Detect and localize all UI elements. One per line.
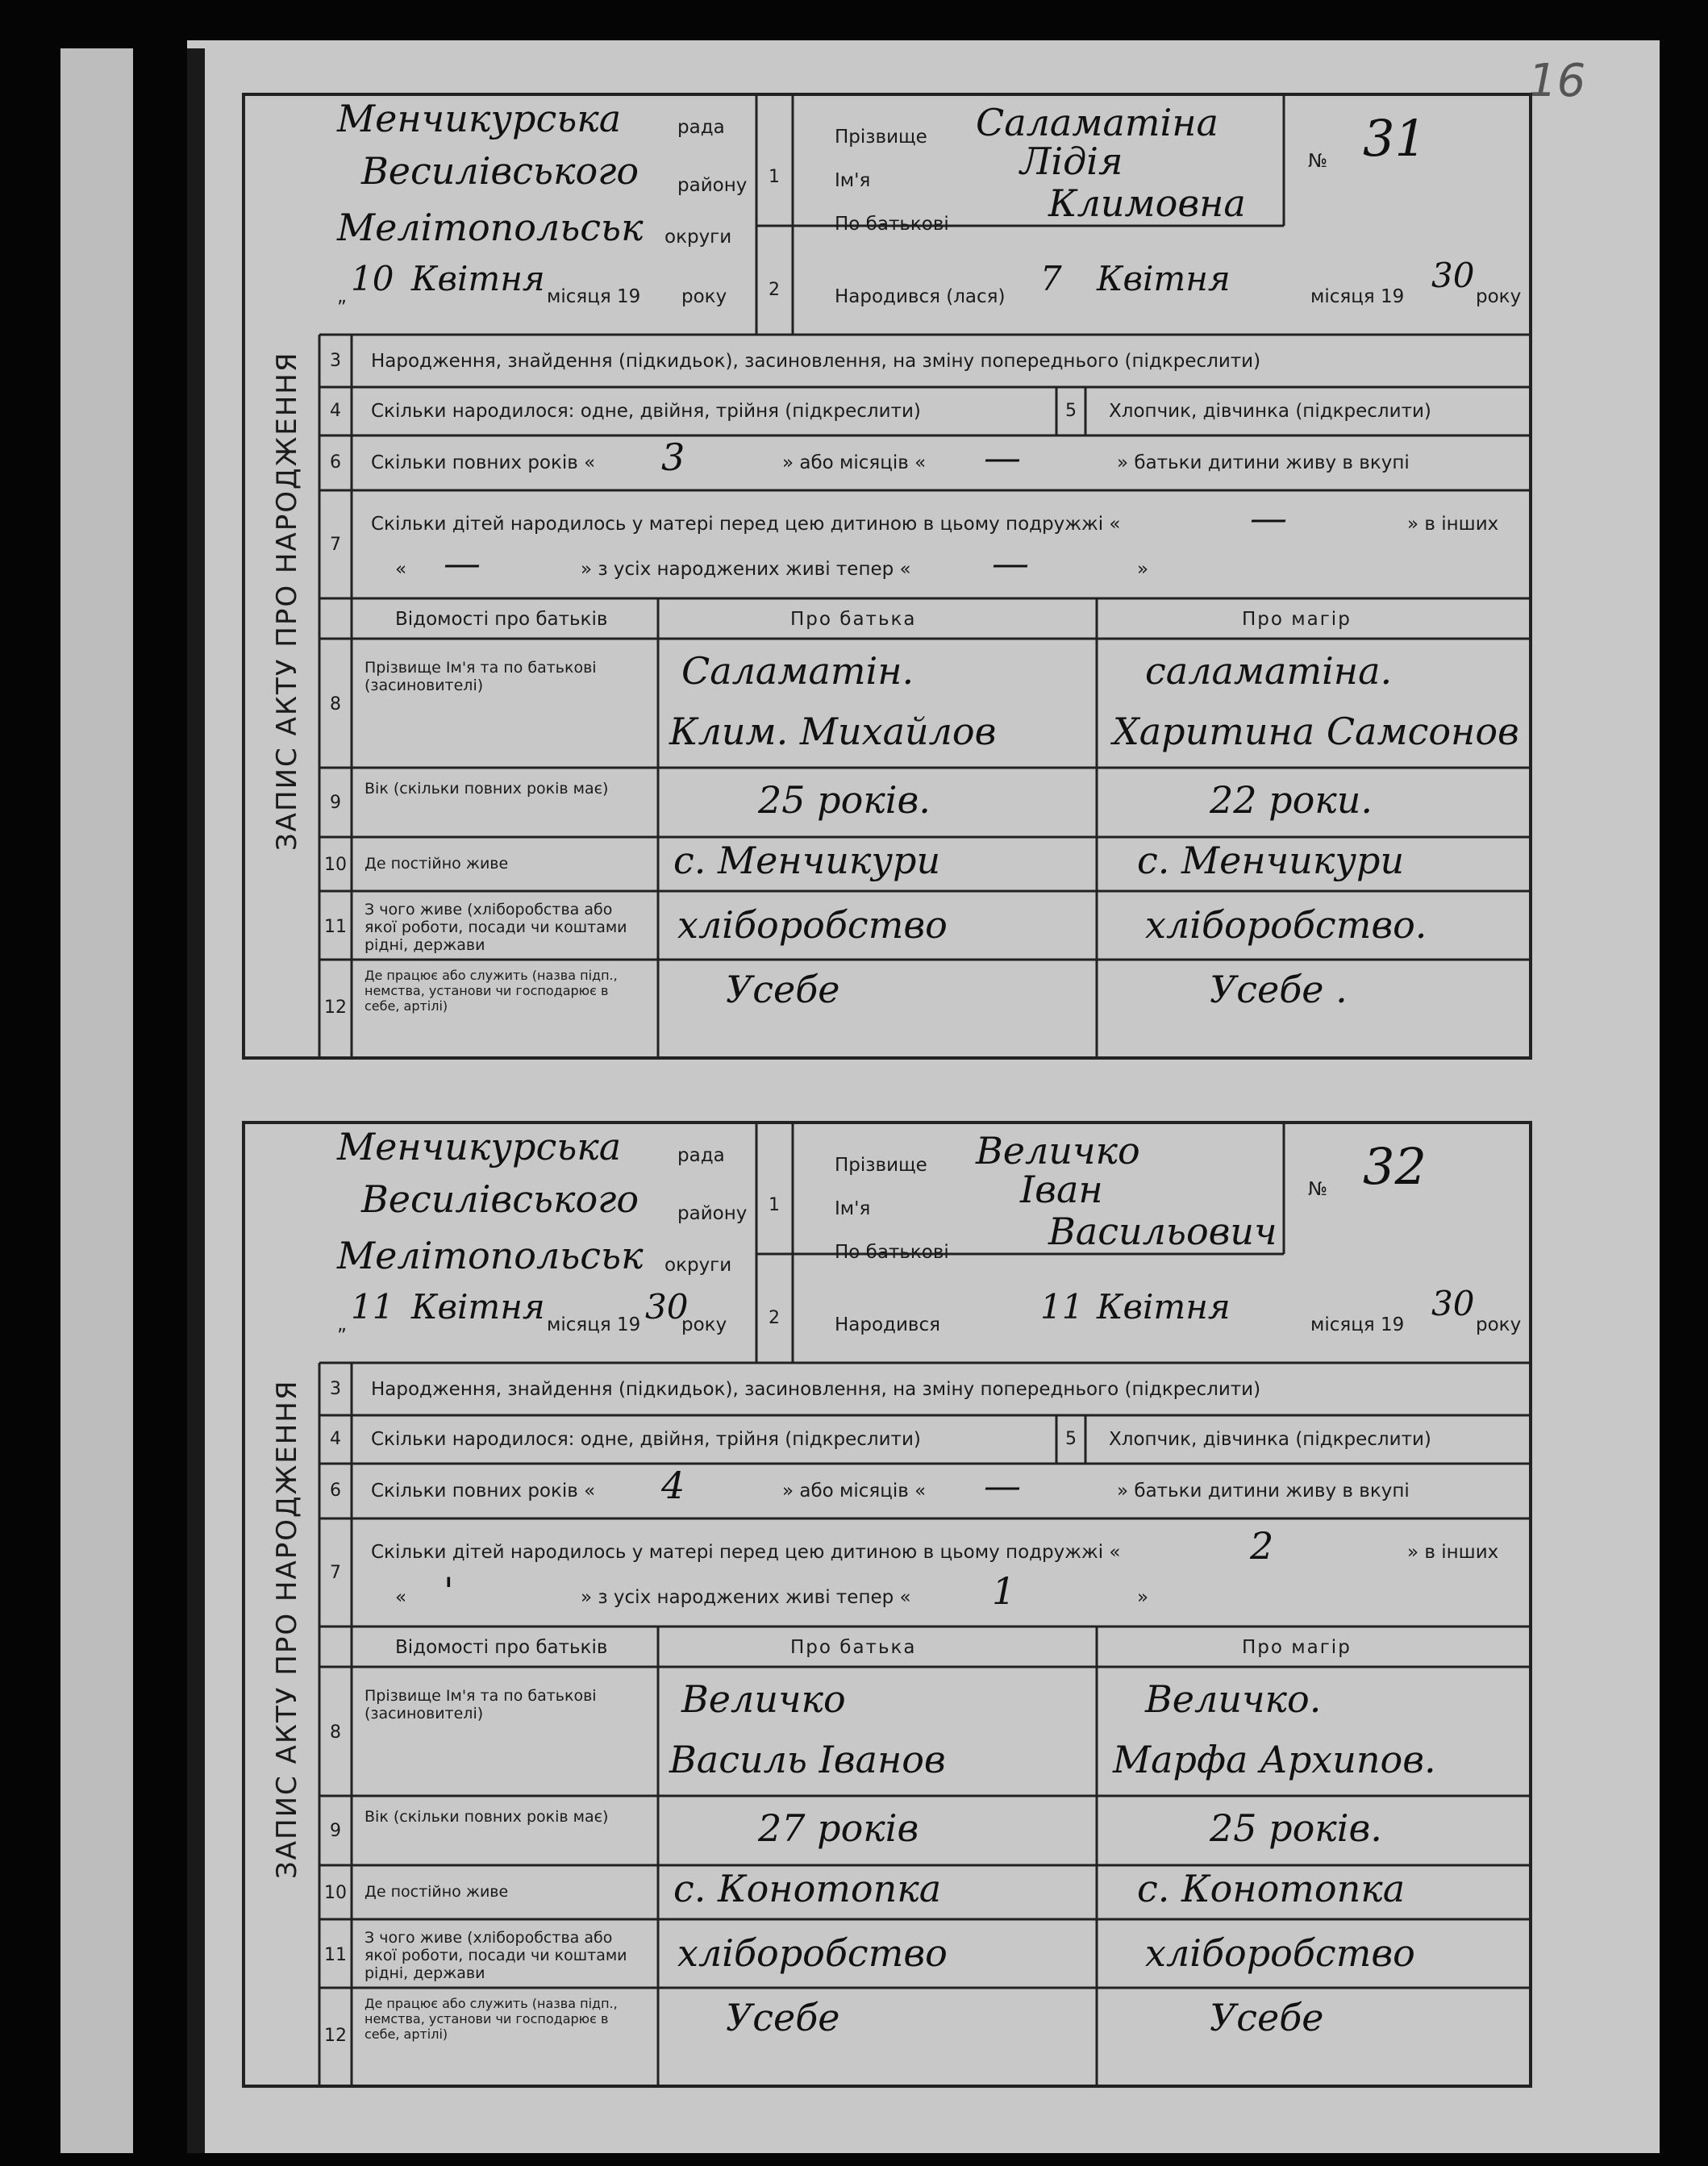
rayon-label: району [677, 175, 748, 196]
r11-label: З чого живе (хліборобства або якої роботи, посади чи коштами рідні, держави [365, 1929, 627, 1982]
r10-label: Де постійно живе [365, 1883, 509, 1901]
child-surname: Саламатіна [976, 101, 1219, 144]
row-number-8: 8 [330, 1722, 341, 1743]
r9-label: Вік (скільки повних років має) [365, 1808, 609, 1826]
name-label: Ім'я [835, 170, 871, 191]
born-month: Квітня [1097, 1287, 1231, 1327]
born-month: Квітня [1097, 259, 1231, 298]
born-day: 11 [1040, 1287, 1084, 1327]
mother-surname: саламатіна. [1145, 649, 1393, 693]
row5-text: Хлопчик, дівчинка (підкреслити) [1109, 401, 1431, 422]
father-living: хліборобство [677, 903, 948, 947]
previous-page-edge [60, 48, 133, 2153]
okruha-label: округи [664, 1255, 732, 1276]
row7-label-c: « [395, 1587, 407, 1608]
born-day: 7 [1040, 259, 1062, 298]
side-title: ЗАПИС АКТУ ПРО НАРОДЖЕННЯ [271, 1379, 303, 1879]
date-month-label: місяця 19 [547, 286, 641, 307]
record-number: 31 [1363, 109, 1427, 168]
father-surname: Величко [681, 1677, 846, 1721]
born-year: 30 [1431, 256, 1475, 295]
row-number-1: 1 [769, 167, 780, 187]
birth-record-31 [242, 93, 1532, 1060]
mother-residence: с. Конотопка [1137, 1867, 1406, 1910]
father-header: Про батька [790, 609, 917, 630]
birth-record-32 [242, 1121, 1532, 2089]
row7-label-b: » в інших [1407, 1542, 1499, 1563]
father-residence: с. Менчикури [673, 839, 941, 882]
date-day-open: „ [337, 1314, 347, 1335]
row-number-11: 11 [324, 917, 347, 937]
row6-label-c: » батьки дитини живу в вкупі [1117, 452, 1410, 473]
rada-value: Менчикурська [337, 1125, 622, 1168]
row-number-7: 7 [330, 1563, 341, 1583]
date-month-label: місяця 19 [547, 1314, 641, 1335]
row7-label-a: Скільки дітей народилось у матері перед цею дитиною в цьому подружжі « [371, 514, 1121, 535]
mother-header: Про магір [1242, 609, 1352, 630]
name-label: Ім'я [835, 1198, 871, 1219]
rayon-value: Весилівського [361, 149, 639, 193]
row-number-5: 5 [1065, 401, 1077, 421]
row7-label-a: Скільки дітей народилось у матері перед цею дитиною в цьому подружжі « [371, 1542, 1121, 1563]
row7-alive-children: — [992, 541, 1029, 585]
patronymic-label: По батькові [835, 1242, 949, 1263]
row7-alive-children: 1 [992, 1569, 1016, 1613]
mother-header: Про магір [1242, 1637, 1352, 1658]
mother-surname: Величко. [1145, 1677, 1322, 1721]
r8-label: Прізвище Ім'я та по батькові (засиновителі) [365, 1687, 597, 1722]
row-number-8: 8 [330, 694, 341, 714]
row-number-4: 4 [330, 1429, 341, 1449]
row6-label-a: Скільки повних років « [371, 452, 596, 473]
row-number-10: 10 [324, 855, 347, 875]
record-number: 32 [1363, 1137, 1427, 1196]
mother-name: Марфа Архипов. [1113, 1738, 1436, 1781]
mother-name: Харитина Самсонов [1113, 710, 1519, 753]
row-number-1: 1 [769, 1195, 780, 1215]
row3-text: Народження, знайдення (підкидьок), засиновлення, на зміну попереднього (підкреслити) [371, 1379, 1261, 1400]
row-number-9: 9 [330, 1821, 341, 1841]
mother-age: 25 років. [1210, 1806, 1382, 1850]
number-label: № [1308, 1179, 1327, 1200]
born-label: Народився (лася) [835, 286, 1006, 307]
row-number-6: 6 [330, 452, 341, 473]
row7-label-d: » з усіх народжених живі тепер « [581, 1587, 911, 1608]
row-number-10: 10 [324, 1883, 347, 1903]
row6-label-b: » або місяців « [782, 452, 927, 473]
born-label: Народився [835, 1314, 940, 1335]
father-age: 25 років. [758, 778, 931, 822]
born-month-label: місяця 19 [1310, 1314, 1405, 1335]
row-number-6: 6 [330, 1481, 341, 1501]
row6-label-a: Скільки повних років « [371, 1481, 596, 1502]
row4-text: Скільки народилося: одне, двійня, трійня (підкреслити) [371, 1429, 921, 1450]
father-name: Клим. Михайлов [669, 710, 997, 753]
father-age: 27 років [758, 1806, 919, 1850]
date-month: Квітня [411, 259, 545, 298]
father-header: Про батька [790, 1637, 917, 1658]
r10-label: Де постійно живе [365, 855, 509, 873]
father-work: Усебе [726, 1996, 840, 2039]
r8-label: Прізвище Ім'я та по батькові (засиновителі) [365, 659, 597, 694]
row6-years: 4 [661, 1464, 685, 1507]
born-year: 30 [1431, 1284, 1475, 1323]
mother-age: 22 роки. [1210, 778, 1373, 822]
child-name: Іван [1020, 1168, 1103, 1211]
row7-prev-children: 2 [1250, 1524, 1274, 1568]
row7-label-e: » [1137, 559, 1149, 580]
row7-label-e: » [1137, 1587, 1149, 1608]
row3-text: Народження, знайдення (підкидьок), засиновлення, на зміну попереднього (підкреслити) [371, 351, 1261, 372]
row6-months: — [984, 1464, 1021, 1507]
father-name: Василь Іванов [669, 1738, 946, 1781]
date-year-label: року [681, 1314, 727, 1335]
r12-label: Де працює або служить (назва підп., немства, установи чи господарює в себе, артілі) [365, 1996, 618, 2042]
parents-header: Відомості про батьків [395, 609, 608, 630]
row-number-3: 3 [330, 1379, 341, 1399]
row-number-2: 2 [769, 280, 780, 300]
mother-living: хліборобство [1145, 1931, 1415, 1975]
okruha-label: округи [664, 227, 732, 248]
row6-months: — [984, 435, 1021, 479]
row-number-5: 5 [1065, 1429, 1077, 1449]
binding-edge [187, 48, 205, 2153]
r9-label: Вік (скільки повних років має) [365, 780, 609, 798]
row7-label-d: » з усіх народжених живі тепер « [581, 559, 911, 580]
surname-label: Прізвище [835, 1155, 927, 1176]
row4-text: Скільки народилося: одне, двійня, трійня (підкреслити) [371, 401, 921, 422]
row7-other-children: ' [444, 1569, 454, 1613]
child-patronymic: Васильович [1048, 1210, 1277, 1253]
date-year: 30 [645, 1287, 689, 1327]
child-name: Лідія [1020, 140, 1123, 183]
row-number-12: 12 [324, 998, 347, 1018]
date-month: Квітня [411, 1287, 545, 1327]
mother-work: Усебе . [1210, 968, 1348, 1011]
surname-label: Прізвище [835, 127, 927, 148]
page-number: 16 [1528, 55, 1586, 107]
father-surname: Саламатін. [681, 649, 914, 693]
okruha-value: Мелітопольськ [337, 206, 644, 249]
father-residence: с. Конотопка [673, 1867, 942, 1910]
row7-prev-children: — [1250, 496, 1287, 539]
row-number-12: 12 [324, 2026, 347, 2046]
mother-living: хліборобство. [1145, 903, 1427, 947]
date-year-label: року [681, 286, 727, 307]
row6-label-c: » батьки дитини живу в вкупі [1117, 1481, 1410, 1502]
row-number-9: 9 [330, 793, 341, 813]
date-day-open: „ [337, 286, 347, 307]
born-month-label: місяця 19 [1310, 286, 1405, 307]
father-work: Усебе [726, 968, 840, 1011]
row7-label-c: « [395, 559, 407, 580]
rada-label: рада [677, 1145, 725, 1166]
row6-label-b: » або місяців « [782, 1481, 927, 1502]
row6-years: 3 [661, 435, 685, 479]
row-number-7: 7 [330, 535, 341, 555]
parents-header: Відомості про батьків [395, 1637, 608, 1658]
row7-label-b: » в інших [1407, 514, 1499, 535]
okruha-value: Мелітопольськ [337, 1234, 644, 1277]
date-day: 11 [351, 1287, 394, 1327]
row-number-4: 4 [330, 401, 341, 421]
patronymic-label: По батькові [835, 214, 949, 235]
date-day: 10 [351, 259, 394, 298]
child-patronymic: Климовна [1048, 181, 1246, 225]
row-number-3: 3 [330, 351, 341, 371]
row7-other-children: — [444, 541, 481, 585]
number-label: № [1308, 151, 1327, 172]
mother-residence: с. Менчикури [1137, 839, 1405, 882]
rada-label: рада [677, 117, 725, 138]
father-living: хліборобство [677, 1931, 948, 1975]
r12-label: Де працює або служить (назва підп., немства, установи чи господарює в себе, артілі) [365, 968, 618, 1014]
mother-work: Усебе [1210, 1996, 1324, 2039]
rayon-label: району [677, 1203, 748, 1224]
row-number-2: 2 [769, 1308, 780, 1328]
rada-value: Менчикурська [337, 97, 622, 140]
row-number-11: 11 [324, 1945, 347, 1965]
r11-label: З чого живе (хліборобства або якої роботи, посади чи коштами рідні, держави [365, 901, 627, 954]
rayon-value: Весилівського [361, 1177, 639, 1221]
born-year-label: року [1476, 1314, 1522, 1335]
side-title: ЗАПИС АКТУ ПРО НАРОДЖЕННЯ [271, 351, 303, 851]
child-surname: Величко [976, 1129, 1140, 1173]
row5-text: Хлопчик, дівчинка (підкреслити) [1109, 1429, 1431, 1450]
born-year-label: року [1476, 286, 1522, 307]
